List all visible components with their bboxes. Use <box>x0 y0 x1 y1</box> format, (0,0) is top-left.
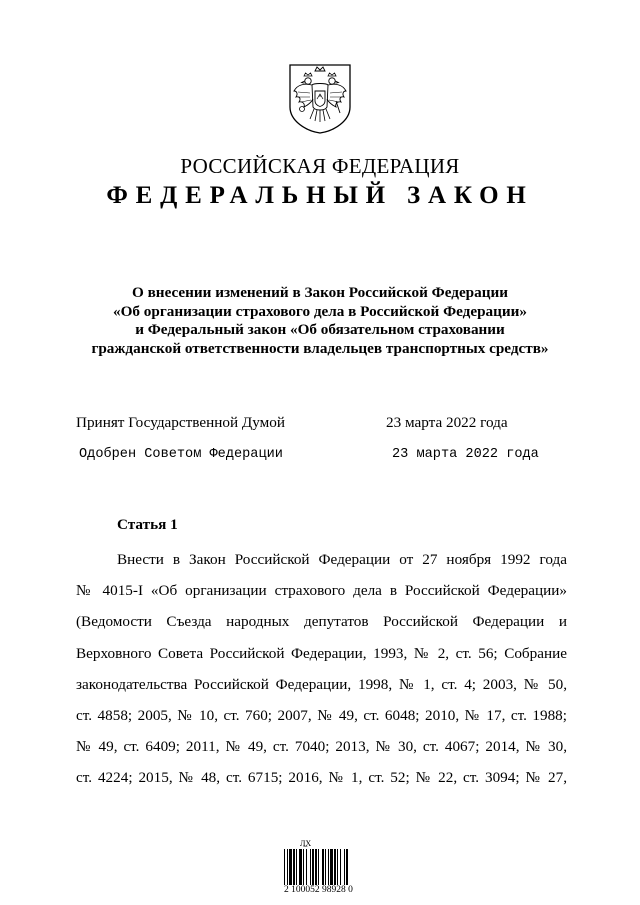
law-title-line: «Об организации страхового дела в Российской Федерации» <box>113 302 527 320</box>
body-line: № 4015-I «Об организации страхового дела в Российской Федерации» <box>76 582 567 600</box>
law-title-line: гражданской ответственности владельцев транспортных средств» <box>91 340 549 358</box>
barcode-number: 2 100052 98928 0 <box>284 885 353 895</box>
article-heading: Статья 1 <box>117 516 178 533</box>
council-approval-label: Одобрен Советом Федерации <box>79 447 283 462</box>
law-title <box>60 284 580 359</box>
document-type: ФЕДЕРАЛЬНЫЙ ЗАКОН <box>106 182 534 209</box>
body-line: ст. 4224; 2015, № 48, ст. 6715; 2016, № 1, ст. 52; № 22, ст. 3094; № 27, <box>76 769 567 787</box>
duma-adoption-date: 23 марта 2022 года <box>386 414 508 431</box>
article-body <box>76 544 567 794</box>
duma-adoption-label: Принят Государственной Думой <box>76 414 285 431</box>
body-line: законодательства Российской Федерации, 1998, № 1, ст. 4; 2003, № 50, <box>76 675 567 693</box>
body-line: Верховного Совета Российской Федерации, 1993, № 2, ст. 56; Собрание <box>76 644 567 662</box>
body-line: (Ведомости Съезда народных депутатов Российской Федерации и <box>76 613 567 631</box>
law-title-line: и Федеральный закон «Об обязательном страховании <box>135 321 505 339</box>
law-title-line: О внесении изменений в Закон Российской Федерации <box>132 284 508 301</box>
body-line: ст. 4858; 2005, № 10, ст. 760; 2007, № 49, ст. 6048; 2010, № 17, ст. 1988; <box>76 707 567 725</box>
body-line: № 49, ст. 6409; 2011, № 49, ст. 7040; 2013, № 30, ст. 4067; 2014, № 30, <box>76 738 567 756</box>
barcode-mark: Л̲Х <box>300 839 312 848</box>
body-line: Внести в Закон Российской Федерации от 27 ноября 1992 года <box>117 551 567 568</box>
country-name: РОССИЙСКАЯ ФЕДЕРАЦИЯ <box>180 154 460 178</box>
council-approval-date: 23 марта 2022 года <box>392 447 539 462</box>
barcode-icon <box>284 849 364 885</box>
coat-of-arms-emblem <box>288 63 352 135</box>
